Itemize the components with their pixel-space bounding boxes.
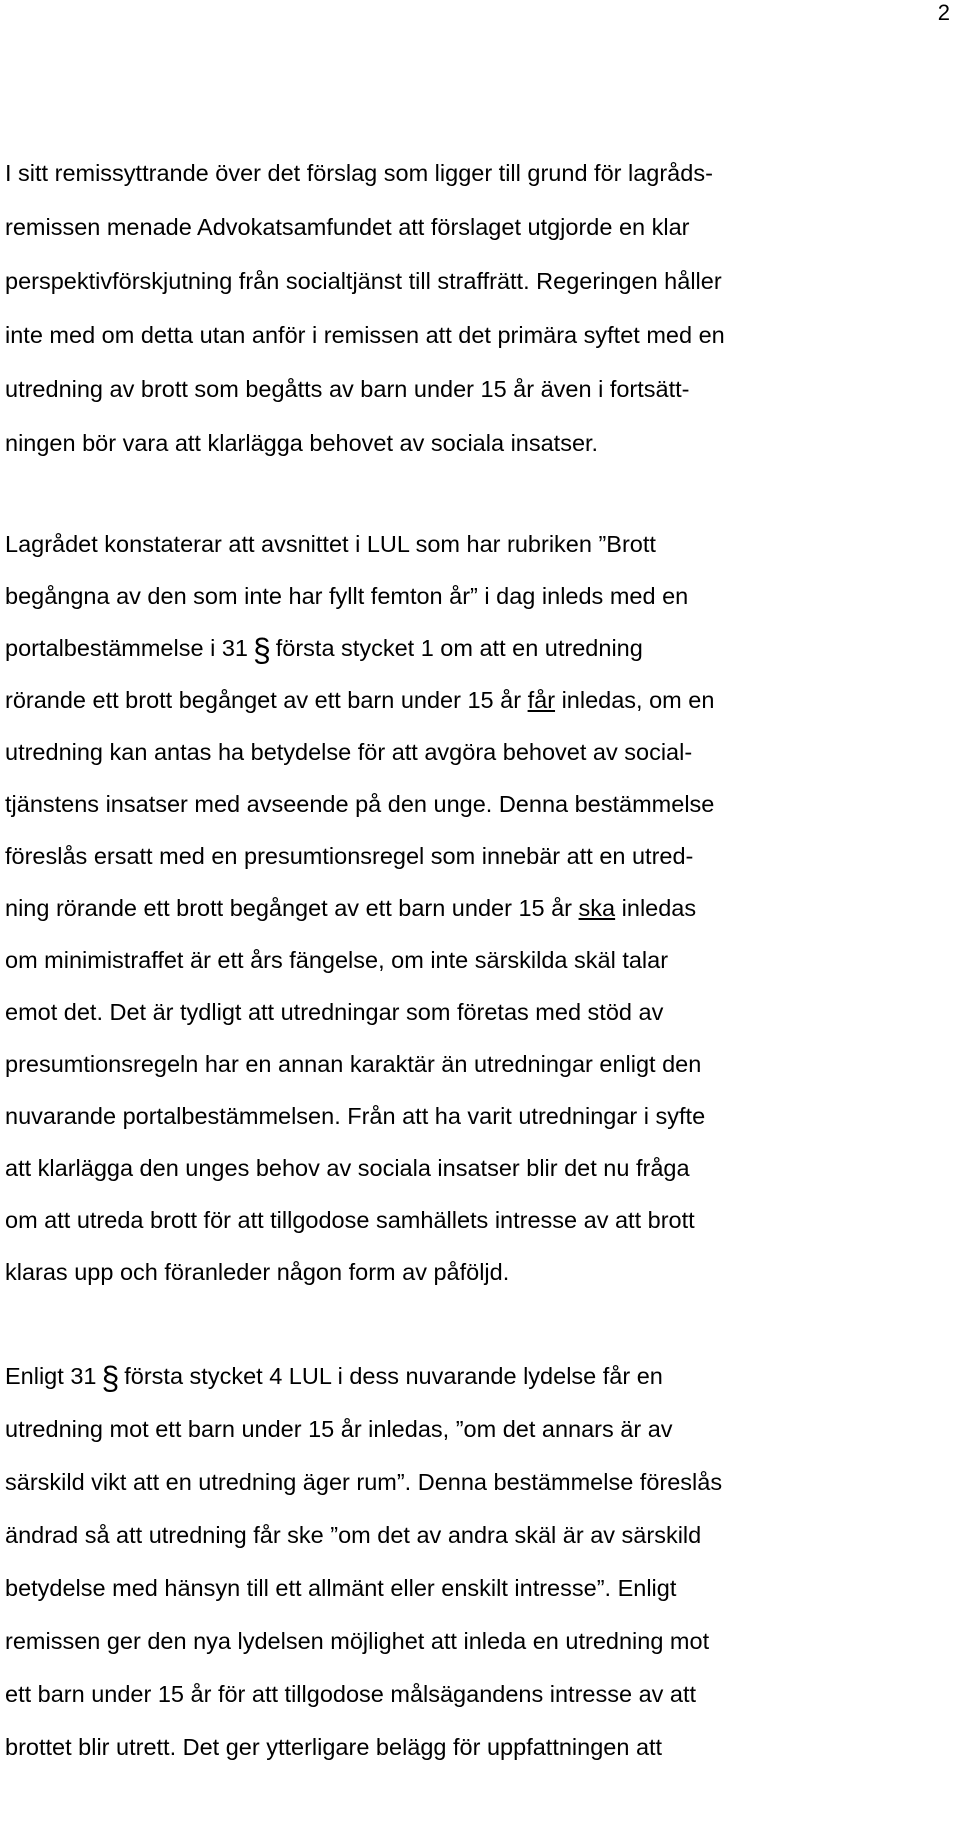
text-line: särskild vikt att en utredning äger rum”. Denna bestämmelse föreslås: [5, 1469, 723, 1495]
paragraph-3: [5, 1350, 945, 1774]
line-segment: inledas, om en: [561, 687, 715, 713]
text-line: portalbestämmelse i 31 § första stycket 1 om att en utredning: [5, 632, 643, 668]
text-line: om att utreda brott för att tillgodose samhällets intresse av att brott: [5, 1207, 695, 1233]
line-segment: första stycket 1 om att en utredning: [275, 635, 643, 661]
text-line: brottet blir utrett. Det ger ytterligare belägg för uppfattningen att: [5, 1734, 663, 1760]
text-line: utredning av brott som begåtts av barn under 15 år även i fortsätt-: [5, 376, 690, 402]
text-line: inte med om detta utan anför i remissen att det primära syftet med en: [5, 322, 725, 348]
text-line: ändrad så att utredning får ske ”om det av andra skäl är av särskild: [5, 1522, 702, 1548]
text-line: Enligt 31 § första stycket 4 LUL i dess nuvarande lydelse får en: [5, 1360, 663, 1396]
text-line: perspektivförskjutning från socialtjänst till straffrätt. Regeringen håller: [5, 268, 722, 294]
text-line: presumtionsregeln har en annan karaktär än utredningar enligt den: [5, 1051, 702, 1077]
text-line: ett barn under 15 år för att tillgodose målsägandens intresse av att: [5, 1681, 697, 1707]
text-line: föreslås ersatt med en presumtionsregel som innebär att en utred-: [5, 843, 694, 869]
text-line: om minimistraffet är ett års fängelse, om inte särskilda skäl talar: [5, 947, 669, 973]
text-line: att klarlägga den unges behov av sociala insatser blir det nu fråga: [5, 1155, 690, 1181]
page-number: 2: [937, 0, 950, 25]
text-line: begångna av den som inte har fyllt femton år” i dag inleds med en: [5, 583, 689, 609]
line-segment: rörande ett brott begånget av ett barn under 15 år: [5, 687, 522, 713]
underlined-word: får: [527, 687, 556, 713]
line-segment: inledas: [621, 895, 697, 921]
text-line: tjänstens insatser med avseende på den unge. Denna bestämmelse: [5, 791, 715, 817]
text-line: betydelse med hänsyn till ett allmänt eller enskilt intresse”. Enligt: [5, 1575, 677, 1601]
text-line: emot det. Det är tydligt att utredningar som företas med stöd av: [5, 999, 664, 1025]
text-line: ningen bör vara att klarlägga behovet av sociala insatser.: [5, 430, 599, 456]
text-line: klaras upp och föranleder någon form av påföljd.: [5, 1259, 510, 1285]
document-body: [5, 146, 945, 1774]
text-line: remissen ger den nya lydelsen möjlighet att inleda en utredning mot: [5, 1628, 710, 1654]
line-segment: första stycket 4 LUL i dess nuvarande lydelse får en: [124, 1363, 663, 1389]
paragraph-1: [5, 146, 945, 470]
text-line: [5, 882, 945, 934]
underlined-word: ska: [578, 895, 616, 921]
text-line: I sitt remissyttrande över det förslag som ligger till grund för lagråds-: [5, 160, 713, 186]
line-segment: Enligt 31: [5, 1363, 97, 1389]
paragraph-2: [5, 518, 945, 1298]
text-line: remissen menade Advokatsamfundet att förslaget utgjorde en klar: [5, 214, 690, 240]
text-line: Lagrådet konstaterar att avsnittet i LUL som har rubriken ”Brott: [5, 531, 656, 557]
line-segment: portalbestämmelse i 31: [5, 635, 248, 661]
text-line: utredning mot ett barn under 15 år inledas, ”om det annars är av: [5, 1416, 673, 1442]
text-line: utredning kan antas ha betydelse för att avgöra behovet av social-: [5, 739, 693, 765]
line-segment: ning rörande ett brott begånget av ett barn under 15 år: [5, 895, 573, 921]
text-line: [5, 674, 945, 726]
text-line: nuvarande portalbestämmelsen. Från att ha varit utredningar i syfte: [5, 1103, 706, 1129]
